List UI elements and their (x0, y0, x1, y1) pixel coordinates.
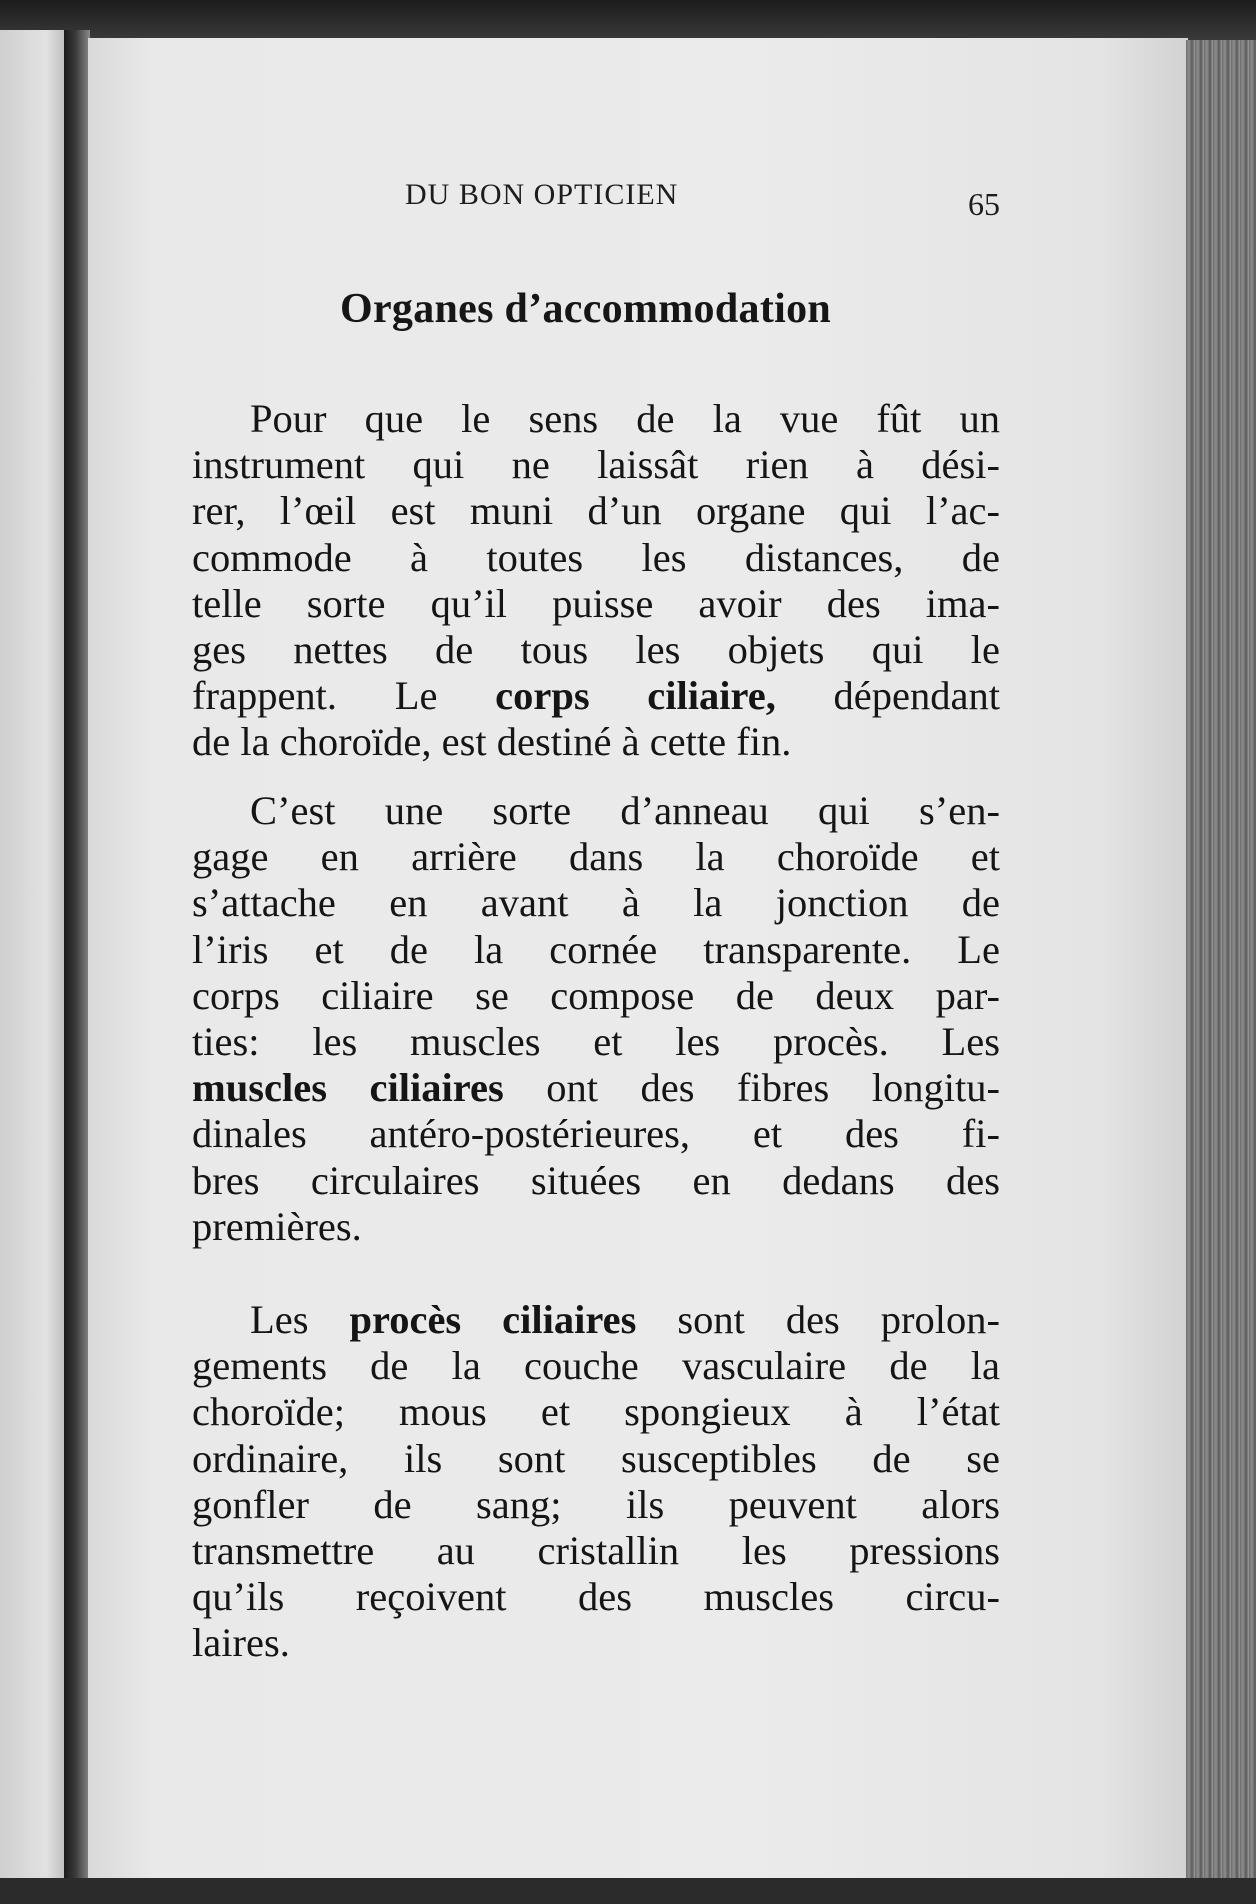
text-line (192, 1482, 1000, 1528)
text-line (192, 1111, 1000, 1157)
text-segment: gements de la couche vasculaire de la (192, 1343, 1000, 1389)
section-title: Organes d’accommodation (340, 286, 832, 332)
bold-term: corps ciliaire, (495, 673, 776, 719)
paragraph-1 (192, 396, 1000, 766)
text-segment: instrument qui ne laissât rien à dési- (192, 442, 1000, 488)
text-line (192, 1158, 1000, 1204)
text-line (192, 927, 1000, 973)
text-segment: Pour que le sens de la vue fût un (250, 396, 1000, 441)
page-number: 65 (968, 186, 1000, 222)
paragraph-2 (192, 788, 1000, 1250)
text-segment: corps ciliaire se compose de deux par- (192, 972, 1000, 1018)
text-segment: Les (250, 1297, 350, 1342)
text-line (192, 1019, 1000, 1065)
text-line (192, 1204, 1000, 1250)
text-line (192, 1389, 1000, 1435)
text-segment: ordinaire, ils sont susceptibles de se (192, 1435, 1000, 1481)
page-stack-edges (1186, 40, 1256, 1885)
text-segment: de la choroïde, est destiné à cette fin. (192, 719, 792, 765)
text-segment: s’attache en avant à la jonction de (192, 880, 1000, 926)
text-line (192, 1620, 1000, 1666)
text-line (192, 581, 1000, 627)
text-segment: bres circulaires situées en dedans des (192, 1157, 1000, 1203)
text-segment: ges nettes de tous les objets qui le (192, 627, 1000, 673)
text-segment: transmettre au cristallin les pressions (192, 1528, 1000, 1574)
text-line (192, 1065, 1000, 1111)
text-line (192, 673, 1000, 719)
text-line (192, 973, 1000, 1019)
text-line (192, 442, 1000, 488)
text-line (192, 719, 1000, 765)
text-line (192, 788, 1000, 834)
previous-page-edge (0, 30, 66, 1880)
text-segment: laires. (192, 1620, 290, 1666)
text-segment: frappent. Le (192, 673, 496, 719)
text-segment: commode à toutes les distances, de (192, 534, 1000, 580)
text-line (192, 488, 1000, 534)
text-line (192, 1574, 1000, 1620)
text-line (192, 535, 1000, 581)
text-line (192, 396, 1000, 442)
scan-bottom-edge (0, 1878, 1256, 1904)
text-segment: gonfler de sang; ils peuvent alors (192, 1481, 1000, 1527)
scan-top-edge (0, 0, 1256, 40)
text-segment: sont des prolon- (636, 1297, 1000, 1342)
text-line (192, 1528, 1000, 1574)
text-segment: dépendant (775, 673, 1000, 719)
text-segment: ont des fibres longitu- (503, 1065, 1001, 1111)
text-line (192, 627, 1000, 673)
text-line (192, 1297, 1000, 1343)
text-segment: l’iris et de la cornée transparente. Le (192, 926, 1000, 972)
text-segment: qu’ils reçoivent des muscles circu- (192, 1574, 1000, 1620)
text-line (192, 834, 1000, 880)
text-segment: premières. (192, 1203, 362, 1249)
bold-term: muscles ciliaires (192, 1065, 504, 1111)
text-segment: telle sorte qu’il puisse avoir des ima- (192, 580, 1000, 626)
text-line (192, 880, 1000, 926)
running-header: DU BON OPTICIEN (405, 178, 679, 211)
text-line (192, 1436, 1000, 1482)
text-segment: C’est une sorte d’anneau qui s’en- (250, 788, 1000, 833)
paragraph-3 (192, 1297, 1000, 1667)
text-segment: rer, l’œil est muni d’un organe qui l’ac- (192, 488, 1000, 534)
text-line (192, 1343, 1000, 1389)
text-segment: ties: les muscles et les procès. Les (192, 1019, 1000, 1065)
book-gutter (64, 30, 90, 1880)
text-segment: dinales antéro-postérieures, et des fi- (192, 1111, 1000, 1157)
text-segment: gage en arrière dans la choroïde et (192, 834, 1000, 880)
bold-term: procès ciliaires (349, 1297, 637, 1342)
text-segment: choroïde; mous et spongieux à l’état (192, 1389, 1000, 1435)
